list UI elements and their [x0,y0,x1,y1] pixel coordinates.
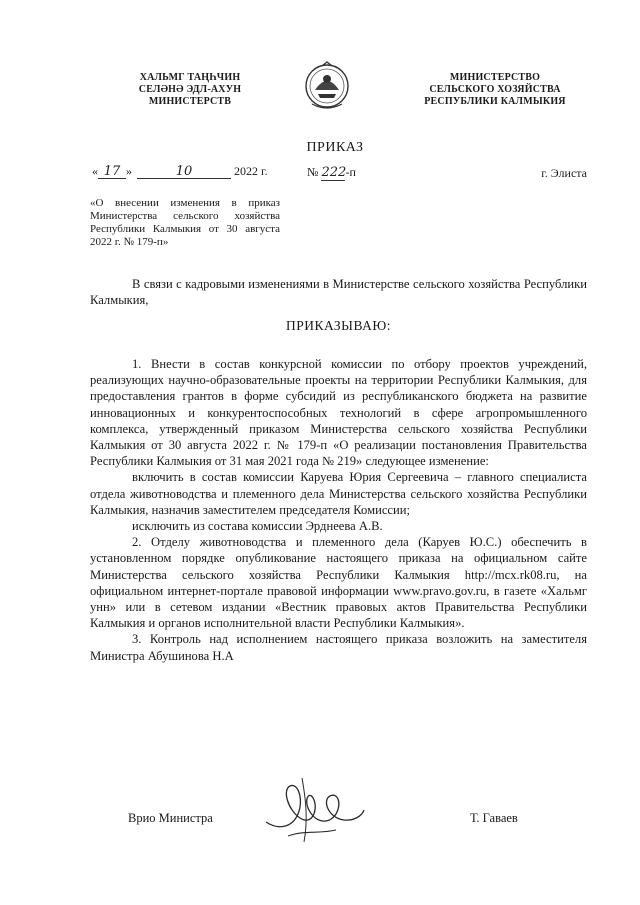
date-year: 2022 г. [234,164,268,178]
header-left-line-1: ХАЛЬМГ ТАҢҺЧИН [139,72,241,83]
signatory-name: Т. Гаваев [470,811,518,825]
number-value: 222 [321,165,347,180]
preamble: В связи с кадровыми изменениями в Министерстве сельского хозяйства Республики Калмыкия, [90,277,587,308]
item-3: 3. Контроль над исполнением настоящего приказа возложить на заместителя Министра Абушинова Н.А [90,632,587,663]
item-1-exclude: исключить из состава комиссии Эрднеева А.В. [132,519,383,534]
header-left-line-2: СЕЛӘНӘ ЭДЛ-АХУН [138,84,242,95]
order-subject: «О внесении изменения в приказ Министерства сельского хозяйства Республики Калмыкия от 30 августа 2022 г. № 179-п» [90,197,280,248]
number-suffix: -п [345,165,356,179]
date-day: 17 [98,165,126,179]
header-right-line-1: МИНИСТЕРСТВО [449,72,541,83]
item-1-include: включить в состав комиссии Каруева Юрия Сергеевича – главного специалиста отдела животноводства и племенного дела Министерства сельского хозяйства Республики Калмыкия, назначив заместителем председателя Комиссии; [90,470,587,517]
signatory-position: Врио Министра [128,811,213,825]
document-title: ПРИКАЗ [306,140,364,155]
header-right-line-2: СЕЛЬСКОГО ХОЗЯЙСТВА [429,84,561,95]
date-month: 10 [137,165,231,179]
coat-of-arms-icon [304,60,350,114]
header-left [110,72,270,108]
handwritten-signature-icon [258,770,368,850]
header-right [405,72,585,108]
order-word: ПРИКАЗЫВАЮ: [286,318,391,333]
number-prefix: № [307,165,319,179]
header-left-line-3: МИНИСТЕРСТВ [148,96,232,107]
date-quote-close: » [126,164,132,178]
order-date [92,165,282,179]
date-quote-open: « [92,164,98,178]
item-1: 1. Внести в состав конкурсной комиссии по отбору проектов учреждений, реализующих научно-образовательные проекты на территории Республики Калмыкия, для предоставления грантов в форме субсидий из республиканского бюджета на развитие инновационных и конкурентоспособных технологий в сфере агропромышленного комплекса, утвержденный приказом Министерства сельского хозяйства Республики Калмыкия от 30 августа 2022 г. № 179-п «О реализации постановления Правительства Республики Калмыкия от 31 мая 2021 года № 219» следующее изменение: [90,357,587,469]
order-items [90,356,587,664]
city: г. Элиста [541,166,587,180]
header-right-line-3: РЕСПУБЛИКИ КАЛМЫКИЯ [424,96,566,107]
item-2: 2. Отделу животноводства и племенного дела (Каруев Ю.С.) обеспечить в установленном порядке опубликование настоящего приказа на официальном сайте Министерства сельского хозяйства Республики Калмыкия http://mcx.rk08.ru, на официальном интернет-портале правовой информации www.pravo.gov.ru, в газете «Хальмг унн» или в сетевом издании «Вестник правовых актов Правительства Республики Калмыкия и органов исполнительной власти Республики Калмыкия». [90,535,587,631]
order-number [307,165,367,181]
